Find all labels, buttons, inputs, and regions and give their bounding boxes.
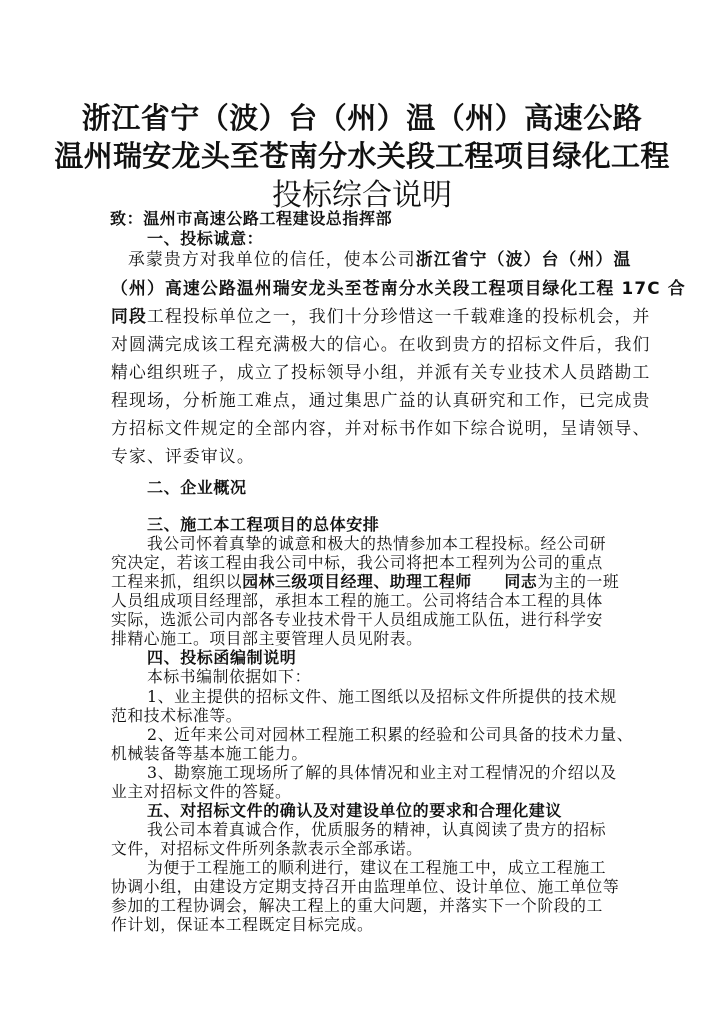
section-3-line-1: 我公司怀着真挚的诚意和极大的热情参加本工程投标。经公司研	[147, 534, 607, 553]
section-4-line-5: 机械装备等基本施工能力。	[111, 744, 308, 763]
section-5-line-6: 作计划，保证本工程既定目标完成。	[111, 915, 374, 934]
section-1-line-1	[128, 246, 631, 270]
section-3-line-3-a: 工程来抓，组织以	[111, 572, 243, 591]
section-2-heading: 二、企业概况	[147, 478, 247, 497]
document-title: 投标综合说明	[272, 178, 452, 213]
section-1-line-3-b: 工程投标单位之一，我们十分珍惜这一千载难逢的投标机会，并	[146, 306, 651, 326]
section-5-line-4: 协调小组，由建设方定期支持召开由监理单位、设计单位、施工单位等	[111, 877, 620, 896]
section-4-line-6: 3、勘察施工现场所了解的具体情况和业主对工程情况的介绍以及	[147, 763, 617, 782]
section-3-line-2: 究决定，若该工程由我公司中标，我公司将把本工程列为公司的重点	[111, 553, 603, 572]
section-1-line-6: 程现场，分析施工难点，通过集思广益的认真研究和工作，已完成贵	[111, 390, 651, 410]
section-5-line-3: 为便于工程施工的顺利进行，建议在工程施工中，成立工程施工	[147, 858, 607, 877]
title-line-1: 浙江省宁（波）台（州）温（州）高速公路	[81, 101, 643, 135]
section-1-heading: 一、投标诚意：	[147, 229, 264, 248]
section-4-line-2: 1、业主提供的招标文件、施工图纸以及招标文件所提供的技术规	[147, 687, 617, 706]
section-5-line-5: 参加的工程协调会，解决工程上的重大问题，并落实下一个阶段的工	[111, 896, 603, 915]
section-4-line-1: 本标书编制依据如下：	[147, 667, 311, 686]
section-4-line-7: 业主对招标文件的答疑。	[111, 782, 292, 801]
section-5-line-2: 文件，对招标文件所列条款表示全部承诺。	[111, 839, 423, 858]
project-name-part-1: 浙江省宁（波）台（州）温	[415, 249, 632, 269]
section-5-line-1: 我公司本着真诚合作，优质服务的精神，认真阅读了贵方的招标	[147, 820, 607, 839]
project-manager-text: 园林三级项目经理、助理工程师 同志	[242, 572, 538, 591]
section-3-line-6: 排精心施工。项目部主要管理人员见附表。	[111, 629, 423, 648]
section-3-line-4: 人员组成项目经理部，承担本工程的施工。公司将结合本工程的具体	[111, 591, 603, 610]
section-3-line-3-c: 为主的一班	[537, 572, 620, 591]
section-1-line-8: 专家、评委审议。	[111, 446, 255, 466]
project-name-part-3: 同段	[111, 306, 147, 326]
section-5-heading: 五、对招标文件的确认及对建设单位的要求和合理化建议	[147, 801, 563, 820]
section-3-line-5: 实际，选派公司内部各专业技术骨干人员组成施工队伍，进行科学安	[111, 610, 603, 629]
section-3-heading: 三、施工本工程项目的总体安排	[147, 515, 380, 534]
section-1-line-1-a: 承蒙贵方对我单位的信任，使本公司	[128, 249, 416, 269]
section-1-line-2: （州）高速公路温州瑞安龙头至苍南分水关段工程项目绿化工程 17C 合	[111, 278, 686, 298]
section-1-line-7: 方招标文件规定的全部内容，并对标书作如下综合说明，呈请领导、	[111, 418, 651, 438]
section-4-heading: 四、投标函编制说明	[147, 648, 297, 667]
section-4-line-3: 范和技术标准等。	[111, 706, 243, 725]
section-1-line-5: 精心组织班子，成立了投标领导小组，并派有关专业技术人员踏勘工	[111, 362, 651, 382]
section-1-line-3	[111, 303, 650, 327]
section-4-line-4: 2、近年来公司对园林工程施工积累的经验和公司具备的技术力量、	[147, 725, 634, 744]
title-line-2: 温州瑞安龙头至苍南分水关段工程项目绿化工程	[54, 139, 670, 173]
section-1-line-4: 对圆满完成该工程充满极大的信心。在收到贵方的招标文件后，我们	[111, 334, 651, 354]
addressee: 致：温州市高速公路工程建设总指挥部	[110, 209, 393, 228]
